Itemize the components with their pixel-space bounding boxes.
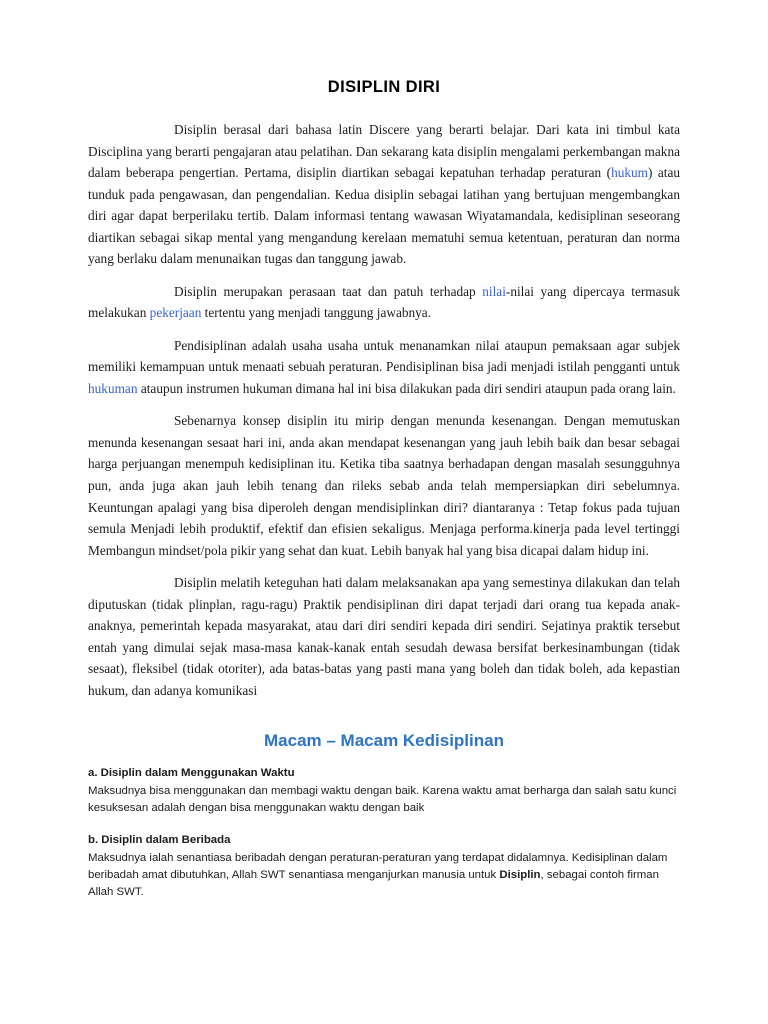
paragraph-3-runs: Pendisiplinan adalah usaha usaha untuk menanamkan nilai ataupun pemaksaan agar subjek memiliki kemampuan untuk menaati sebuah peraturan. Pendisiplinan bisa jadi menjadi istilah pengganti untuk hukuman ataupun instrumen hukuman dimana hal ini bisa dilakukan pada diri sendiri ataupun pada orang lain.	[88, 337, 680, 396]
subsection-b-body: Maksudnya ialah senantiasa beribadah dengan peraturan-peraturan yang terdapat didalamnya. Kedisiplinan dalam beribadah amat dibutuhkan, Allah SWT senantiasa menganjurkan manusia untuk Disiplin, sebagai contoh firman Allah SWT.	[88, 851, 668, 898]
subsection-a-heading: a. Disiplin dalam Menggunakan Waktu	[88, 767, 295, 780]
paragraph-4-runs: Sebenarnya konsep disiplin itu mirip dengan menunda kesenangan. Dengan memutuskan menunda kesenangan sesaat hari ini, anda akan mendapat kesenangan yang jauh lebih baik dan besar sebagai harga perjuangan menempuh kedisiplinan itu. Ketika tiba saatnya berhadapan dengan masalah sesungguhnya pun, anda juga akan jauh lebih tenang dan rileks sebab anda telah mempersiapkan diri sebelumnya. Keuntungan apalagi yang bisa diperoleh dengan mendisiplinkan diri? diantaranya : Tetap fokus pada tujuan semula Menjadi lebih produktif, efektif dan efisien sekaligus. Menjaga performa.kinerja pada level tertinggi Membangun mindset/pola pikir yang sehat dan kuat. Lebih banyak hal yang bisa dicapai dalam hidup ini.	[88, 413, 680, 558]
paragraph-1-runs: Disiplin berasal dari bahasa latin Discere yang berarti belajar. Dari kata ini timbul kata Disciplina yang berarti pengajaran atau pelatihan. Dan sekarang kata disiplin mengalami perkembangan makna dalam beberapa pengertian. Pertama, disiplin diartikan sebagai kepatuhan terhadap peraturan (hukum) atau tunduk pada pengawasan, dan pengendalian. Kedua disiplin sebagai latihan yang bertujuan mengembangkan diri agar dapat berperilaku tertib. Dalam informasi tentang wawasan Wiyatamandala, kedisiplinan seseorang diartikan sebagai sikap mental yang mengandung kerelaan mematuhi semua ketentuan, peraturan dan norma yang berlaku dalam menunaikan tugas dan tanggung jawab.	[88, 122, 680, 267]
subsection-b	[88, 834, 680, 901]
paragraph-4	[88, 410, 680, 561]
subsection-b-heading: b. Disiplin dalam Beribada	[88, 833, 231, 846]
paragraph-2	[88, 281, 680, 324]
section-heading-macam-macam: Macam – Macam Kedisiplinan	[264, 731, 504, 751]
paragraph-2-runs: Disiplin merupakan perasaan taat dan patuh terhadap nilai-nilai yang dipercaya termasuk melakukan pekerjaan tertentu yang menjadi tanggung jawabnya.	[88, 283, 680, 321]
paragraph-5	[88, 572, 680, 701]
subsection-a	[88, 767, 680, 817]
page-title: DISIPLIN DIRI	[327, 78, 441, 96]
inline-link[interactable]: pekerjaan	[149, 305, 202, 321]
paragraph-1	[88, 119, 680, 270]
inline-link[interactable]: nilai	[482, 283, 506, 299]
subsection-a-body: Maksudnya bisa menggunakan dan membagi waktu dengan baik. Karena waktu amat berharga dan salah satu kunci kesuksesan adalah dengan bisa menggunakan waktu dengan baik	[88, 785, 677, 815]
paragraph-5-runs: Disiplin melatih keteguhan hati dalam melaksanakan apa yang semestinya dilakukan dan telah diputuskan (tidak plinplan, ragu-ragu) Praktik pendisiplinan diri dapat terjadi dari orang tua kepada anak-anaknya, pemerintah kepada masyarakat, atau dari diri sendiri kepada diri sendiri. Sejatinya praktik tersebut entah yang dimulai sejak masa-masa kanak-kanak entah sesudah dewasa bersifat berkesinambungan (tidak sesaat), fleksibel (tidak otoriter), ada batas-batas yang pasti mana yang boleh dan tidak boleh, ada kepastian hukum, dan adanya komunikasi	[88, 575, 680, 698]
inline-link[interactable]: hukuman	[88, 380, 138, 396]
inline-link[interactable]: hukum	[611, 165, 648, 181]
body-paragraphs	[88, 119, 680, 701]
paragraph-3	[88, 335, 680, 400]
inline-bold: Disiplin	[499, 868, 541, 881]
